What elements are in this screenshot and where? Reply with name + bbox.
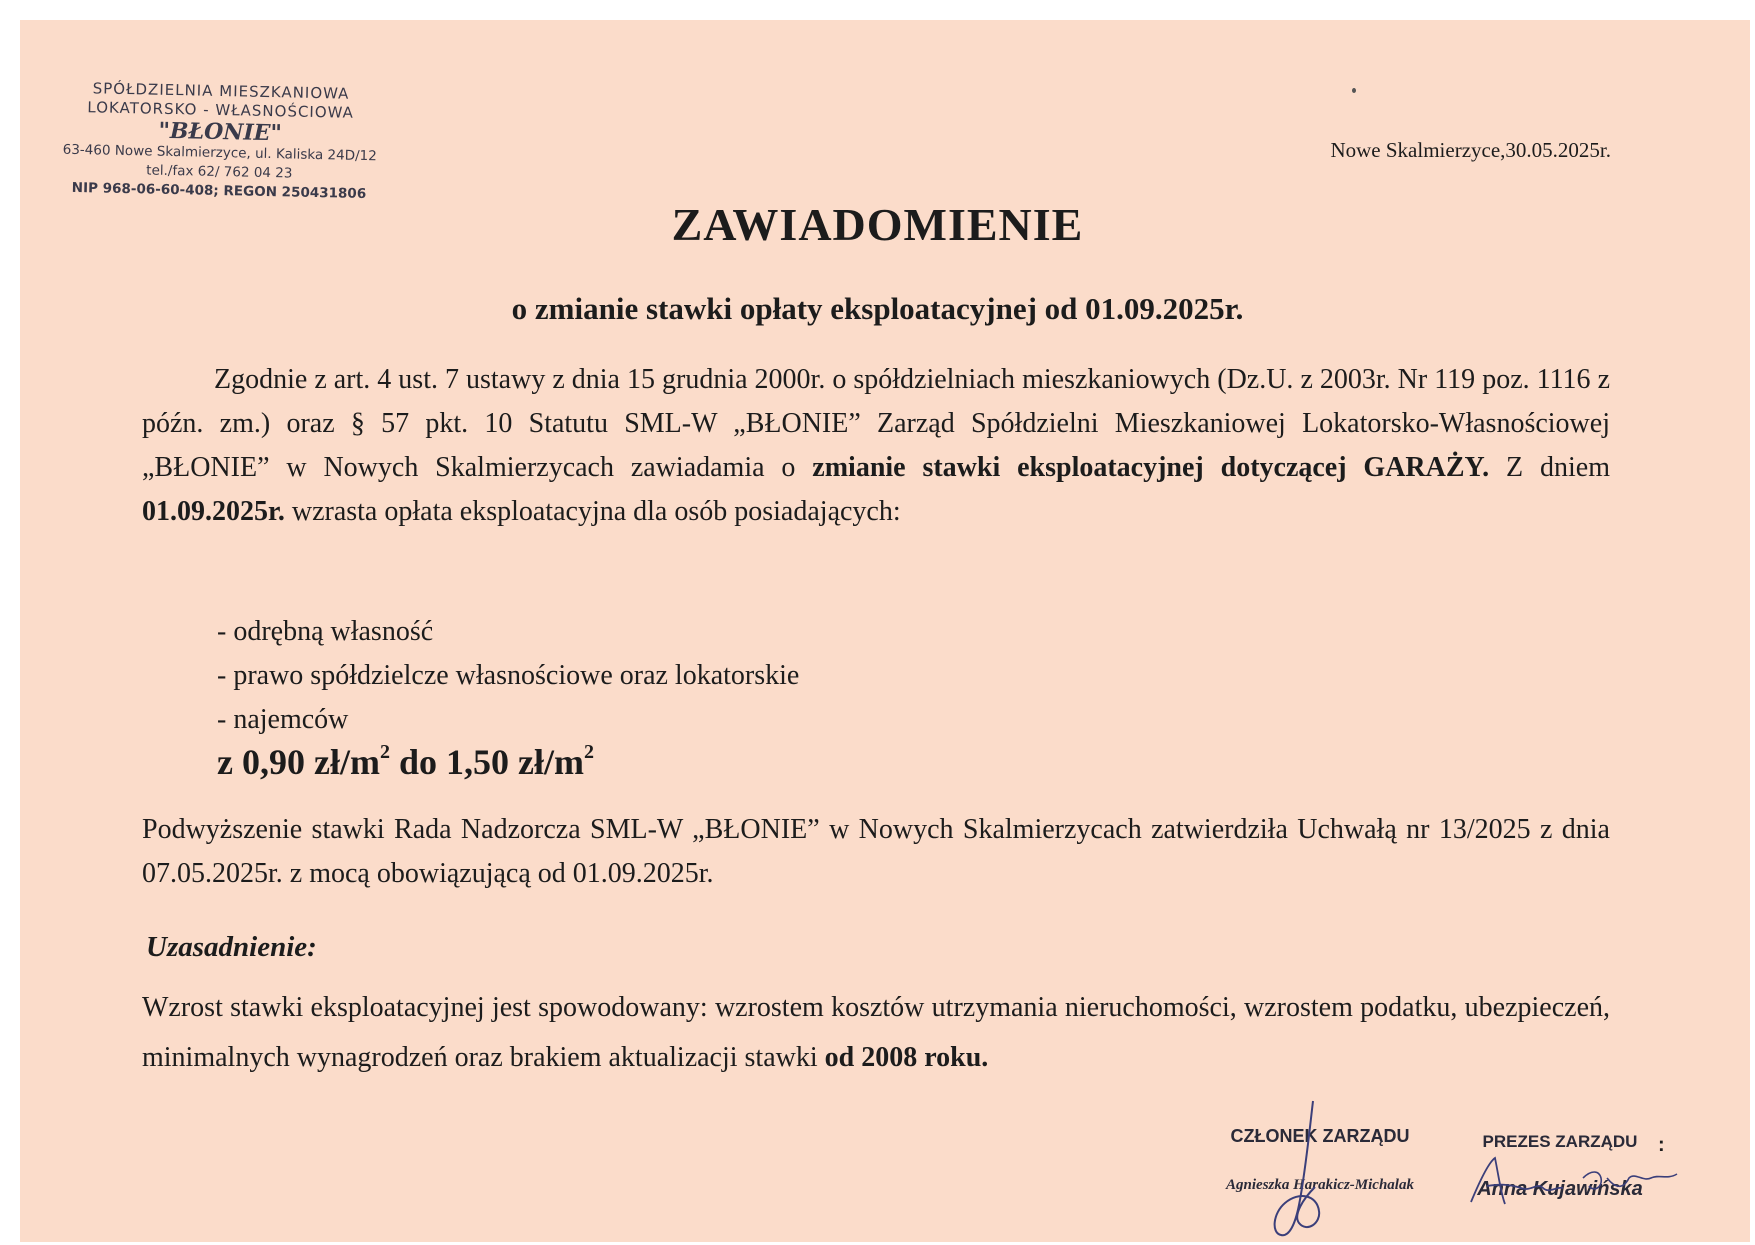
rate-old: z 0,90 zł/m xyxy=(217,742,380,782)
list-item: - najemców xyxy=(217,704,349,735)
rate-new-exponent: 2 xyxy=(583,741,594,763)
paragraph-legal-basis-emphasis: zmianie stawki eksploatacyjnej dotyczącej GARAŻY. xyxy=(812,452,1490,483)
paragraph-justification xyxy=(142,983,1610,1083)
paragraph-justification-text: Wzrost stawki eksploatacyjnej jest spowodowany: wzrostem kosztów utrzymania nieruchomości, wzrostem podatku, ubezpieczeń, minimalnych wynagrodzeń oraz brakiem aktualizacji stawki xyxy=(142,992,1610,1073)
document-subtitle: o zmianie stawki opłaty eksploatacyjnej od 01.09.2025r. xyxy=(511,291,1244,326)
paragraph-effective-date: 01.09.2025r. xyxy=(142,496,285,527)
paragraph-legal-basis-end: wzrasta opłata eksploatacyjna dla osób posiadających: xyxy=(284,496,901,527)
list-item: - odrębną własność xyxy=(217,616,434,647)
justification-heading: Uzasadnienie: xyxy=(146,931,317,963)
signature-name: Agnieszka Harakicz-Michalak xyxy=(1226,1177,1414,1193)
stamp-line-brand: "BŁONIE" xyxy=(158,117,283,147)
paper-speck xyxy=(1352,88,1356,93)
signature-board-member xyxy=(1200,1126,1440,1194)
paragraph-legal-basis xyxy=(142,358,1610,534)
paragraph-legal-basis-connector: Z dniem xyxy=(1489,452,1611,483)
paragraph-justification-emphasis: od 2008 roku. xyxy=(824,1042,989,1073)
signature-name: Anna Kujawińska xyxy=(1477,1178,1643,1200)
list-item: - prawo spółdzielcze własnościowe oraz lokatorskie xyxy=(217,660,800,691)
paragraph-resolution: Podwyższenie stawki Rada Nadzorcza SML-W „BŁONIE” w Nowych Skalmierzycach zatwierdziła Uchwałą nr 13/2025 z dnia 07.05.2025r. z mocą obowiązującą od 01.09.2025r. xyxy=(142,814,1610,889)
stamp-line-name: SPÓŁDZIELNIA MIESZKANIOWA xyxy=(92,79,350,103)
stamp-line-ids: NIP 968-06-60-408; REGON 250431806 xyxy=(71,179,367,203)
document-date: Nowe Skalmierzyce,30.05.2025r. xyxy=(1330,138,1611,162)
cooperative-stamp xyxy=(39,78,401,205)
rate-new: do 1,50 zł/m xyxy=(389,742,584,782)
signature-board-president xyxy=(1470,1132,1650,1201)
rate-old-exponent: 2 xyxy=(379,741,390,763)
paragraph-legal-basis-text: Zgodnie z art. 4 ust. 7 ustawy z dnia 15 grudnia 2000r. o spółdzielniach mieszkaniowych (Dz.U. z 2003r. Nr 119 poz. 1116 z późn. zm.) oraz § 57 pkt. 10 Statutu SML-W „BŁONIE” Zarząd Spółdzielni Mieszkaniowej Lokatorsko-Własnościowej „BŁONIE” w Nowych Skalmierzycach zawiadamia o xyxy=(142,364,1610,483)
signature-role: PREZES ZARZĄDU xyxy=(1482,1132,1638,1151)
document-title: ZAWIADOMIENIE xyxy=(671,199,1084,250)
stamp-line-phone: tel./fax 62/ 762 04 23 xyxy=(146,162,293,182)
owner-type-list xyxy=(217,610,799,742)
stamp-line-type: LOKATORSKO - WŁASNOŚCIOWA xyxy=(87,98,355,122)
signature-role: CZŁONEK ZARZĄDU xyxy=(1230,1126,1410,1146)
rate-change xyxy=(217,741,594,783)
stamp-line-address: 63-460 Nowe Skalmierzyce, ul. Kaliska 24D/12 xyxy=(62,141,377,165)
stamp-mark: : xyxy=(1658,1134,1665,1156)
